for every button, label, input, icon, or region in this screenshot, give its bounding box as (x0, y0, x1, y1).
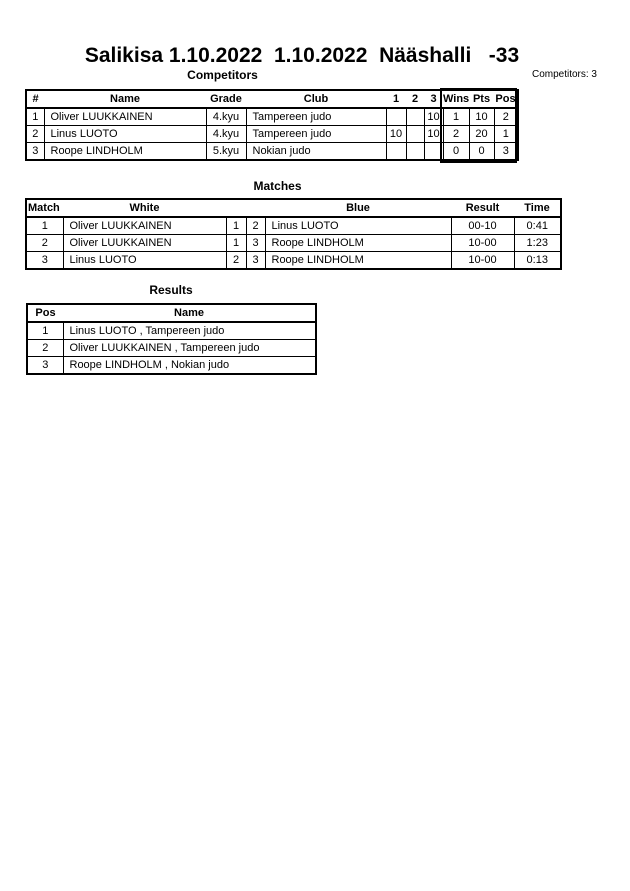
cell-result-name: Oliver LUUKKAINEN , Tampereen judo (63, 340, 316, 357)
matches-header-white: White (63, 199, 226, 217)
results-section-label: Results (149, 283, 193, 297)
match-row (26, 235, 561, 252)
cell-white-name: Oliver LUUKKAINEN (63, 217, 226, 235)
cell-result: 00-10 (451, 217, 514, 235)
cell-pos: 3 (494, 143, 518, 161)
cell-club: Tampereen judo (246, 108, 386, 126)
competitor-row (26, 143, 518, 161)
result-row (27, 357, 316, 375)
cell-result: 10-00 (451, 235, 514, 252)
competitors-header-grade: Grade (206, 90, 246, 108)
cell-blue-num: 3 (246, 252, 265, 270)
cell-blue-num: 3 (246, 235, 265, 252)
cell-white-name: Linus LUOTO (63, 252, 226, 270)
competitors-section-label: Competitors (187, 68, 258, 82)
matches-header-white-num (226, 199, 246, 217)
cell-match1 (386, 143, 406, 161)
cell-white-num: 2 (226, 252, 246, 270)
cell-club: Tampereen judo (246, 126, 386, 143)
page-title: Salikisa 1.10.2022 1.10.2022 Nääshalli -33 (84, 44, 520, 67)
cell-result-pos: 3 (27, 357, 63, 375)
competitors-header-match3: 3 (424, 90, 443, 108)
competitors-header-num: # (26, 90, 44, 108)
matches-header-row (26, 199, 561, 217)
matches-section-label: Matches (253, 179, 302, 193)
results-header-pos: Pos (27, 304, 63, 322)
matches-header-blue: Blue (265, 199, 451, 217)
competitors-header-row (26, 90, 518, 108)
cell-pts: 20 (469, 126, 494, 143)
competitor-row (26, 108, 518, 126)
result-row (27, 322, 316, 340)
competitor-row (26, 126, 518, 143)
cell-time: 1:23 (514, 235, 561, 252)
cell-result-pos: 1 (27, 322, 63, 340)
cell-white-num: 1 (226, 217, 246, 235)
cell-match1 (386, 108, 406, 126)
matches-header-match: Match (26, 199, 63, 217)
cell-white-name: Oliver LUUKKAINEN (63, 235, 226, 252)
cell-pts: 10 (469, 108, 494, 126)
cell-name: Roope LINDHOLM (44, 143, 206, 161)
cell-wins: 1 (443, 108, 469, 126)
competitors-header-wins: Wins (443, 90, 469, 108)
cell-blue-name: Linus LUOTO (265, 217, 451, 235)
competitors-header-club: Club (246, 90, 386, 108)
cell-name: Oliver LUUKKAINEN (44, 108, 206, 126)
cell-match2 (406, 108, 424, 126)
competitors-header-match2: 2 (406, 90, 424, 108)
competitors-header-name: Name (44, 90, 206, 108)
cell-grade: 4.kyu (206, 108, 246, 126)
matches-header-blue-num (246, 199, 265, 217)
match-row (26, 252, 561, 270)
cell-result-pos: 2 (27, 340, 63, 357)
matches-header-result: Result (451, 199, 514, 217)
competitors-table (25, 89, 519, 161)
cell-match3: 10 (424, 126, 443, 143)
match-row (26, 217, 561, 235)
cell-match3 (424, 143, 443, 161)
cell-wins: 2 (443, 126, 469, 143)
cell-blue-name: Roope LINDHOLM (265, 252, 451, 270)
matches-header-time: Time (514, 199, 561, 217)
competitors-header-pos: Pos (494, 90, 518, 108)
cell-grade: 5.kyu (206, 143, 246, 161)
cell-blue-name: Roope LINDHOLM (265, 235, 451, 252)
cell-num: 3 (26, 143, 44, 161)
competitors-count: Competitors: 3 (531, 69, 597, 80)
cell-match-num: 3 (26, 252, 63, 270)
cell-match2 (406, 143, 424, 161)
cell-wins: 0 (443, 143, 469, 161)
cell-time: 0:13 (514, 252, 561, 270)
cell-pos: 1 (494, 126, 518, 143)
cell-name: Linus LUOTO (44, 126, 206, 143)
cell-result-name: Roope LINDHOLM , Nokian judo (63, 357, 316, 375)
results-header-row (27, 304, 316, 322)
cell-grade: 4.kyu (206, 126, 246, 143)
cell-pts: 0 (469, 143, 494, 161)
result-row (27, 340, 316, 357)
cell-match1: 10 (386, 126, 406, 143)
cell-match2 (406, 126, 424, 143)
cell-time: 0:41 (514, 217, 561, 235)
competitors-header-pts: Pts (469, 90, 494, 108)
cell-club: Nokian judo (246, 143, 386, 161)
cell-match3: 10 (424, 108, 443, 126)
results-table (26, 303, 317, 375)
matches-table (25, 198, 562, 270)
cell-match-num: 1 (26, 217, 63, 235)
results-header-name: Name (63, 304, 316, 322)
cell-num: 1 (26, 108, 44, 126)
cell-white-num: 1 (226, 235, 246, 252)
cell-match-num: 2 (26, 235, 63, 252)
cell-result: 10-00 (451, 252, 514, 270)
cell-result-name: Linus LUOTO , Tampereen judo (63, 322, 316, 340)
cell-blue-num: 2 (246, 217, 265, 235)
cell-num: 2 (26, 126, 44, 143)
cell-pos: 2 (494, 108, 518, 126)
competitors-header-match1: 1 (386, 90, 406, 108)
